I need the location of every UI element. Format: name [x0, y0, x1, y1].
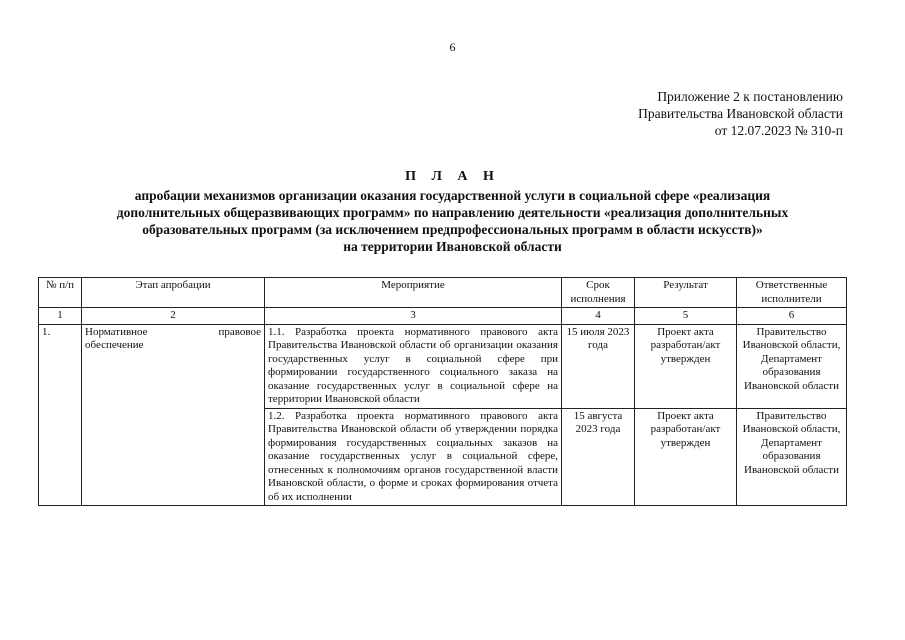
stage-word: обеспечение: [85, 339, 144, 351]
action-cell: 1.1. Разработка проекта нормативного правового акта Правительства Ивановской области об организации оказания государственных услуг в социальной сфере при формировании государственного социального заказа на оказание государственных услуг в социальной сфере на территории Ивановской области: [265, 324, 562, 408]
document-title: [40, 168, 865, 255]
title-line-1: апробации механизмов организации оказания государственной услуги в социальной сфере «реализация: [134, 188, 771, 203]
plan-table: [38, 277, 847, 506]
result-cell: Проект акта разработан/акт утвержден: [635, 408, 737, 506]
col-number: 3: [265, 308, 562, 325]
appendix-line-1: Приложение 2 к постановлению: [657, 89, 843, 104]
plan-heading: П Л А Н: [405, 169, 500, 184]
col-number: 4: [562, 308, 635, 325]
header-deadline: Срок исполнения: [562, 278, 635, 308]
col-number: 5: [635, 308, 737, 325]
title-line-4: на территории Ивановской области: [343, 239, 562, 254]
title-line-3: образовательных программ (за исключением предпрофессиональных программ в области искусств)»: [142, 222, 763, 237]
table-row: [39, 324, 847, 408]
table-header-row: [39, 278, 847, 308]
header-stage: Этап апробации: [82, 278, 265, 308]
responsible-cell: Правительство Ивановской области, Департамент образования Ивановской области: [737, 324, 847, 408]
section-number: 1.: [39, 324, 82, 506]
header-action: Мероприятие: [265, 278, 562, 308]
col-number: 1: [39, 308, 82, 325]
column-number-row: [39, 308, 847, 325]
header-responsible: Ответственные исполнители: [737, 278, 847, 308]
section-stage: [82, 324, 265, 506]
action-cell: 1.2. Разработка проекта нормативного правового акта Правительства Ивановской области об утверждении порядка формирования государственных социальных заказов на оказание государственных услуг в социальной сфере, отнесенных к полномочиям органов государственной власти Ивановской области, о форме и сроках формирования отчета об их исполнении: [265, 408, 562, 506]
col-number: 2: [82, 308, 265, 325]
title-line-2: дополнительных общеразвивающих программ» по направлению деятельности «реализация дополнительных: [116, 205, 789, 220]
deadline-cell: 15 августа 2023 года: [562, 408, 635, 506]
appendix-line-2: Правительства Ивановской области: [638, 106, 843, 121]
responsible-cell: Правительство Ивановской области, Департамент образования Ивановской области: [737, 408, 847, 506]
appendix-reference: [638, 88, 843, 139]
stage-word: Нормативное: [85, 325, 148, 338]
result-cell: Проект акта разработан/акт утвержден: [635, 324, 737, 408]
header-result: Результат: [635, 278, 737, 308]
stage-word: правовое: [218, 325, 261, 338]
appendix-line-3: от 12.07.2023 № 310-п: [714, 123, 843, 138]
deadline-cell: 15 июля 2023 года: [562, 324, 635, 408]
col-number: 6: [737, 308, 847, 325]
header-num: № п/п: [39, 278, 82, 308]
page-number: 6: [449, 40, 456, 54]
